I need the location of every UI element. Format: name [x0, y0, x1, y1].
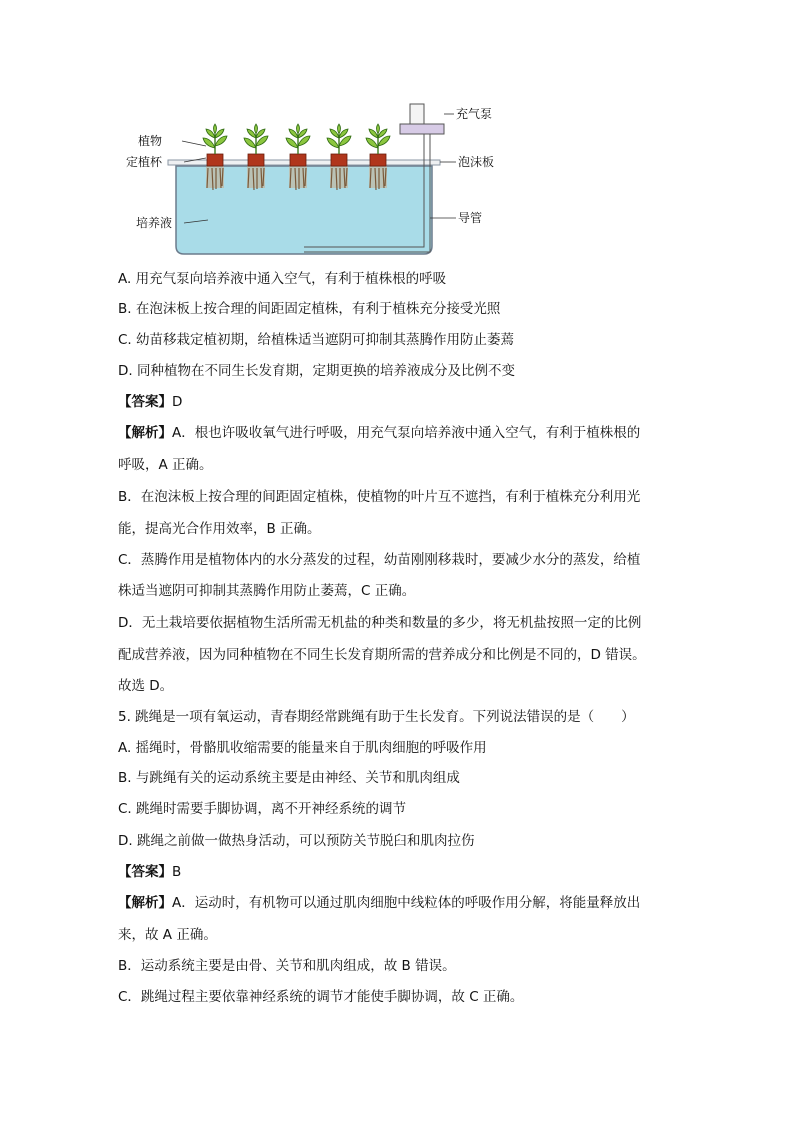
q4-analysis-line: C．蒸腾作用是植物体内的水分蒸发的过程，幼苗刚刚移栽时，要减少水分的蒸发，给植 — [118, 552, 641, 568]
label-solution: 培养液 — [136, 216, 173, 230]
plant-in-cup — [244, 124, 268, 190]
q5-answer — [118, 863, 181, 881]
hydroponics-diagram — [118, 96, 518, 266]
q4-analysis-line: 株适当遮阴可抑制其蒸腾作用防止萎蔫，C 正确。 — [118, 583, 416, 599]
q4-analysis-line: 【解析】A．根也许吸收氧气进行呼吸，用充气泵向培养液中通入空气，有利于植株根的 — [118, 425, 641, 441]
q5-analysis-line: 【解析】A．运动时，有机物可以通过肌肉细胞中线粒体的呼吸作用分解，将能量释放出 — [118, 895, 641, 911]
q5-analysis-line: B．运动系统主要是由骨、关节和肌肉组成，故 B 错误。 — [118, 958, 456, 974]
q5-analysis-line: 来，故 A 正确。 — [118, 927, 217, 943]
plant-in-cup — [327, 124, 351, 190]
q4-answer — [118, 393, 182, 411]
q5-option-d: D. 跳绳之前做一做热身活动，可以预防关节脱臼和肌肉拉伤 — [118, 833, 475, 849]
plant-in-cup — [366, 124, 390, 190]
q4-analysis-line: D．无土栽培要依据植物生活所需无机盐的种类和数量的多少，将无机盐按照一定的比例 — [118, 615, 642, 631]
q4-option-c: C. 幼苗移栽定植初期，给植株适当遮阴可抑制其蒸腾作用防止萎蔫 — [118, 332, 515, 348]
q4-analysis-line: 呼吸，A 正确。 — [118, 457, 213, 473]
q4-answer-value: D — [172, 394, 183, 410]
q4-analysis-line: 故选 D。 — [118, 678, 174, 694]
q4-analysis-tag: 【解析】 — [118, 425, 172, 441]
q5-answer-value: B — [172, 864, 182, 880]
plant-in-cup — [203, 124, 227, 190]
label-cup: 定植杯 — [126, 155, 163, 169]
label-foam: 泡沫板 — [458, 155, 495, 169]
q4-analysis-line: 配成营养液，因为同种植物在不同生长发育期所需的营养成分和比例是不同的，D 错误。 — [118, 647, 646, 663]
q5-option-c: C. 跳绳时需要手脚协调，离不开神经系统的调节 — [118, 801, 407, 817]
q4-option-a: A. 用充气泵向培养液中通入空气，有利于植株根的呼吸 — [118, 271, 447, 287]
q4-option-d: D. 同种植物在不同生长发育期，定期更换的培养液成分及比例不变 — [118, 363, 515, 379]
q5-analysis-tag: 【解析】 — [118, 895, 172, 911]
q5-option-a: A. 摇绳时，骨骼肌收缩需要的能量来自于肌肉细胞的呼吸作用 — [118, 740, 487, 756]
q4-answer-tag: 【答案】 — [118, 394, 172, 410]
q4-analysis-line: B．在泡沫板上按合理的间距固定植株，使植物的叶片互不遮挡，有利于植株充分利用光 — [118, 489, 641, 505]
label-pump: 充气泵 — [456, 107, 493, 121]
q4-option-b: B. 在泡沫板上按合理的间距固定植株，有利于植株充分接受光照 — [118, 301, 501, 317]
q4-analysis-line: 能，提高光合作用效率，B 正确。 — [118, 521, 321, 537]
q5-option-b: B. 与跳绳有关的运动系统主要是由神经、关节和肌肉组成 — [118, 770, 460, 786]
air-pump — [400, 124, 444, 134]
q5-analysis-line: C．跳绳过程主要依靠神经系统的调节才能使手脚协调，故 C 正确。 — [118, 989, 524, 1005]
label-tube: 导管 — [458, 211, 483, 225]
plant-in-cup — [286, 124, 310, 190]
q5-answer-tag: 【答案】 — [118, 864, 172, 880]
q5-stem: 5. 跳绳是一项有氧运动，青春期经常跳绳有助于生长发育。下列说法错误的是（ ） — [118, 709, 635, 725]
label-plant: 植物 — [138, 134, 163, 148]
